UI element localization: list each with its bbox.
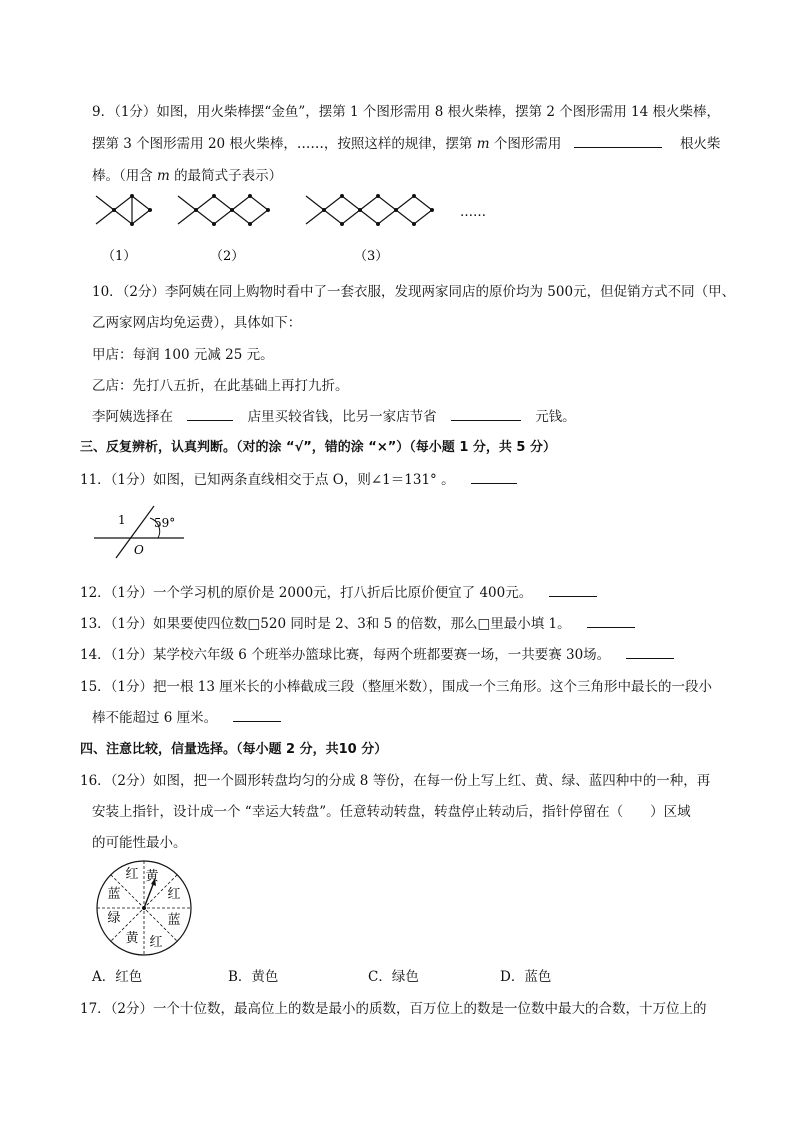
q16-line1: 16．（2分）如图，把一个圆形转盘均匀的分成 8 等份，在每一份上写上红、黄、绿、蓝四种中的一种，再 bbox=[80, 773, 711, 789]
q14-text: 14．（1分）某学校六年级 6 个班举办篮球比赛，每两个班都要赛一场，一共要赛 30场。 bbox=[80, 647, 611, 663]
q14-line bbox=[80, 643, 674, 663]
q9-line2 bbox=[92, 132, 720, 152]
q9-line3-text: 棒。（用含 bbox=[92, 168, 153, 184]
sector-5: 黄 bbox=[125, 931, 139, 946]
q14-answer-blank[interactable] bbox=[626, 644, 674, 659]
q11-line bbox=[80, 468, 517, 488]
q10-line1: 10．（2分）李阿姨在同上购物时看中了一套衣服，发现两家同店的原价均为 500元，但促销方式不同（甲、 bbox=[92, 284, 736, 300]
q17-line1: 17．（2分）一个十位数，最高位上的数是最小的质数，百万位上的数是一位数中最大的合数，十万位上的 bbox=[80, 1001, 707, 1017]
spinner-wheel-figure bbox=[94, 858, 194, 958]
q15-answer-blank[interactable] bbox=[233, 707, 281, 722]
q16-option-a[interactable]: A．红色 bbox=[92, 969, 143, 985]
q12-line bbox=[80, 581, 597, 601]
q16-option-b[interactable]: B．黄色 bbox=[228, 969, 279, 985]
q10-line2: 乙两家网店均免运费），具体如下： bbox=[92, 315, 302, 331]
q9-line3-text-b: 的最简式子表示） bbox=[174, 168, 283, 184]
fish-figure-1 bbox=[96, 196, 150, 224]
q9-line2-text: 摆第 3 个图形需用 20 根火柴棒，……，按照这样的规律，摆第 bbox=[92, 136, 473, 152]
q12-text: 12．（1分）一个学习机的原价是 2000元，打八折后比原价便宜了 400元。 bbox=[80, 585, 533, 601]
q9-line2-text-c: 根火柴 bbox=[679, 136, 721, 152]
point-o-label: O bbox=[134, 543, 144, 557]
q15-line1: 15．（1分）把一根 13 厘米长的小棒截成三段（整厘米数），围成一个三角形。这个三角形中最长的一段小 bbox=[80, 679, 713, 695]
q16-option-d[interactable]: D．蓝色 bbox=[500, 969, 552, 985]
spinner-pointer bbox=[144, 882, 154, 908]
q13-text: 13．（1分）如果要使四位数□520 同时是 2、3和 5 的倍数，那么□里最小填 1。 bbox=[80, 616, 571, 632]
sector-1: 黄 bbox=[145, 869, 159, 884]
sector-4: 红 bbox=[149, 935, 163, 950]
q16-line2: 安装上指针，设计成一个 “幸运大转盘”。任意转动转盘，转盘停止转动后，指针停留在（ ）区域 bbox=[92, 804, 691, 820]
q11-answer-blank[interactable] bbox=[471, 469, 517, 484]
section-4-heading: 四、注意比较，信量选择。（每小题 2 分，共10 分） bbox=[80, 742, 388, 757]
q13-line bbox=[80, 612, 635, 632]
q9-line1: 9．（1分）如图，用火柴棒摆“金鱼”，摆第 1 个图形需用 8 根火柴棒，摆第 2 个图形需用 14 根火柴棒， bbox=[92, 104, 721, 120]
section-3-heading: 三、反复辨析，认真判断。（对的涂 “√”，错的涂 “×”）（每小题 1 分，共 5 分） bbox=[80, 440, 556, 455]
q10-savings-blank[interactable] bbox=[451, 406, 521, 421]
q9-var-m: m bbox=[476, 136, 490, 152]
q13-answer-blank[interactable] bbox=[587, 613, 635, 628]
intersecting-lines-figure bbox=[92, 504, 192, 560]
fish-ellipsis: …… bbox=[460, 205, 486, 220]
fish-label-3: （3） bbox=[354, 249, 389, 264]
fish-label-2: （2） bbox=[210, 249, 245, 264]
q10-line5 bbox=[92, 405, 576, 425]
fish-figure-2 bbox=[178, 196, 268, 224]
q11-text: 11．（1分）如图，已知两条直线相交于点 O，则∠1＝131° 。 bbox=[80, 472, 455, 488]
q16-option-c[interactable]: C．绿色 bbox=[368, 969, 419, 985]
q10-line3: 甲店：每润 100 元减 25 元。 bbox=[92, 347, 274, 363]
angle-59-label: 59° bbox=[154, 516, 176, 530]
sector-2: 红 bbox=[167, 887, 181, 902]
q15-text: 棒不能超过 6 厘米。 bbox=[92, 710, 218, 726]
q10-line5-text-a: 李阿姨选择在 bbox=[92, 409, 173, 425]
q10-line4: 乙店：先打八五折，在此基础上再打九折。 bbox=[92, 378, 349, 394]
q12-answer-blank[interactable] bbox=[549, 582, 597, 597]
q9-line2-text-b: 个图形需用 bbox=[493, 136, 562, 152]
sector-3: 蓝 bbox=[167, 913, 181, 928]
angle-1-label: 1 bbox=[118, 513, 126, 527]
fish-label-1: （1） bbox=[102, 249, 137, 264]
q16-line3: 的可能性最小。 bbox=[92, 835, 187, 851]
sector-6: 绿 bbox=[107, 911, 121, 926]
sector-8: 红 bbox=[125, 867, 139, 882]
q15-line2 bbox=[92, 706, 281, 726]
matchstick-fish-figure bbox=[88, 188, 508, 268]
sector-7: 蓝 bbox=[107, 887, 121, 902]
q10-line5-text-b: 店里买较省钱，比另一家店节省 bbox=[247, 409, 437, 425]
q9-answer-blank[interactable] bbox=[574, 133, 662, 148]
q9-line3 bbox=[92, 164, 282, 184]
q9-var-m-2: m bbox=[157, 168, 170, 184]
q10-line5-text-c: 元钱。 bbox=[535, 409, 576, 425]
q10-store-blank[interactable] bbox=[187, 406, 233, 421]
